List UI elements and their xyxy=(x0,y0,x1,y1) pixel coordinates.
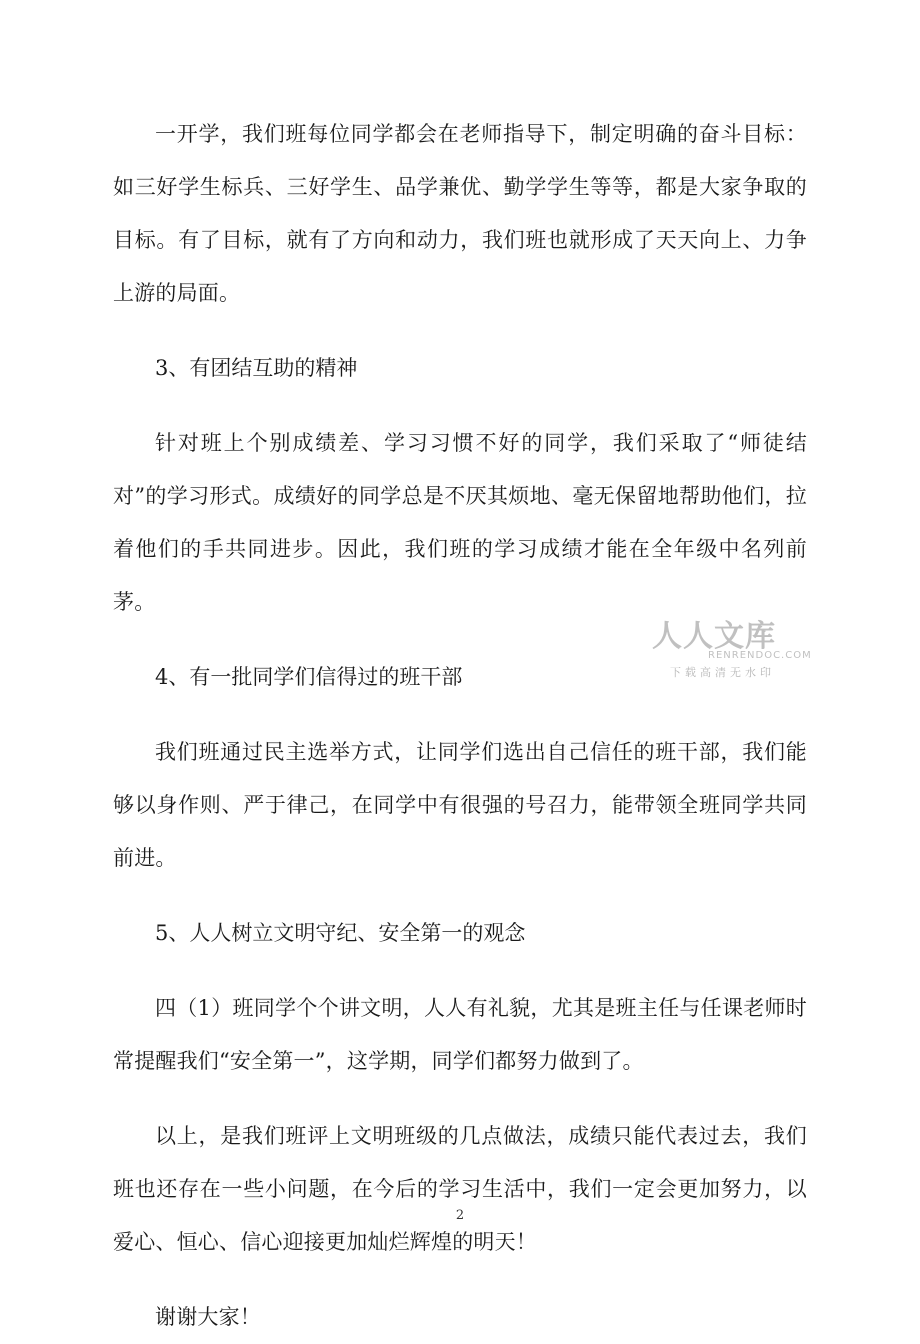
paragraph-thanks: 谢谢大家！ xyxy=(155,1305,261,1329)
section-heading-3: 3、有团结互助的精神 xyxy=(155,356,358,380)
paragraph-mentoring: 针对班上个别成绩差、学习习惯不好的同学，我们采取了“师徒结对”的学习形式。成绩好的同学总是不厌其烦地、毫无保留地帮助他们，拉着他们的手共同进步。因此，我们班的学习成绩才能在全年级中名列前茅。 xyxy=(113,431,807,614)
paragraph-class-leaders: 我们班通过民主选举方式，让同学们选出自己信任的班干部，我们能够以身作则、严于律己，在同学中有很强的号召力，能带领全班同学共同前进。 xyxy=(113,740,807,870)
watermark-title: 人人文库 xyxy=(652,619,776,654)
section-heading-5: 5、人人树立文明守纪、安全第一的观念 xyxy=(155,921,526,945)
paragraph-conclusion: 以上，是我们班评上文明班级的几点做法，成绩只能代表过去，我们班也还存在一些小问题，在今后的学习生活中，我们一定会更加努力，以爱心、恒心、信心迎接更加灿烂辉煌的明天！ xyxy=(113,1124,807,1254)
watermark-subtitle: 下载高清无水印 xyxy=(670,666,775,679)
page-number: 2 xyxy=(455,1208,465,1223)
watermark-url: RENRENDOC.COM xyxy=(708,650,812,661)
paragraph-safety: 四（1）班同学个个讲文明，人人有礼貌，尤其是班主任与任课老师时常提醒我们“安全第一”，这学期，同学们都努力做到了。 xyxy=(113,996,807,1073)
section-heading-4: 4、有一批同学们信得过的班干部 xyxy=(155,665,463,689)
document-body xyxy=(113,108,807,1344)
paragraph-goals: 一开学，我们班每位同学都会在老师指导下，制定明确的奋斗目标：如三好学生标兵、三好学生、品学兼优、勤学学生等等，都是大家争取的目标。有了目标，就有了方向和动力，我们班也就形成了天天向上、力争上游的局面。 xyxy=(113,122,807,305)
